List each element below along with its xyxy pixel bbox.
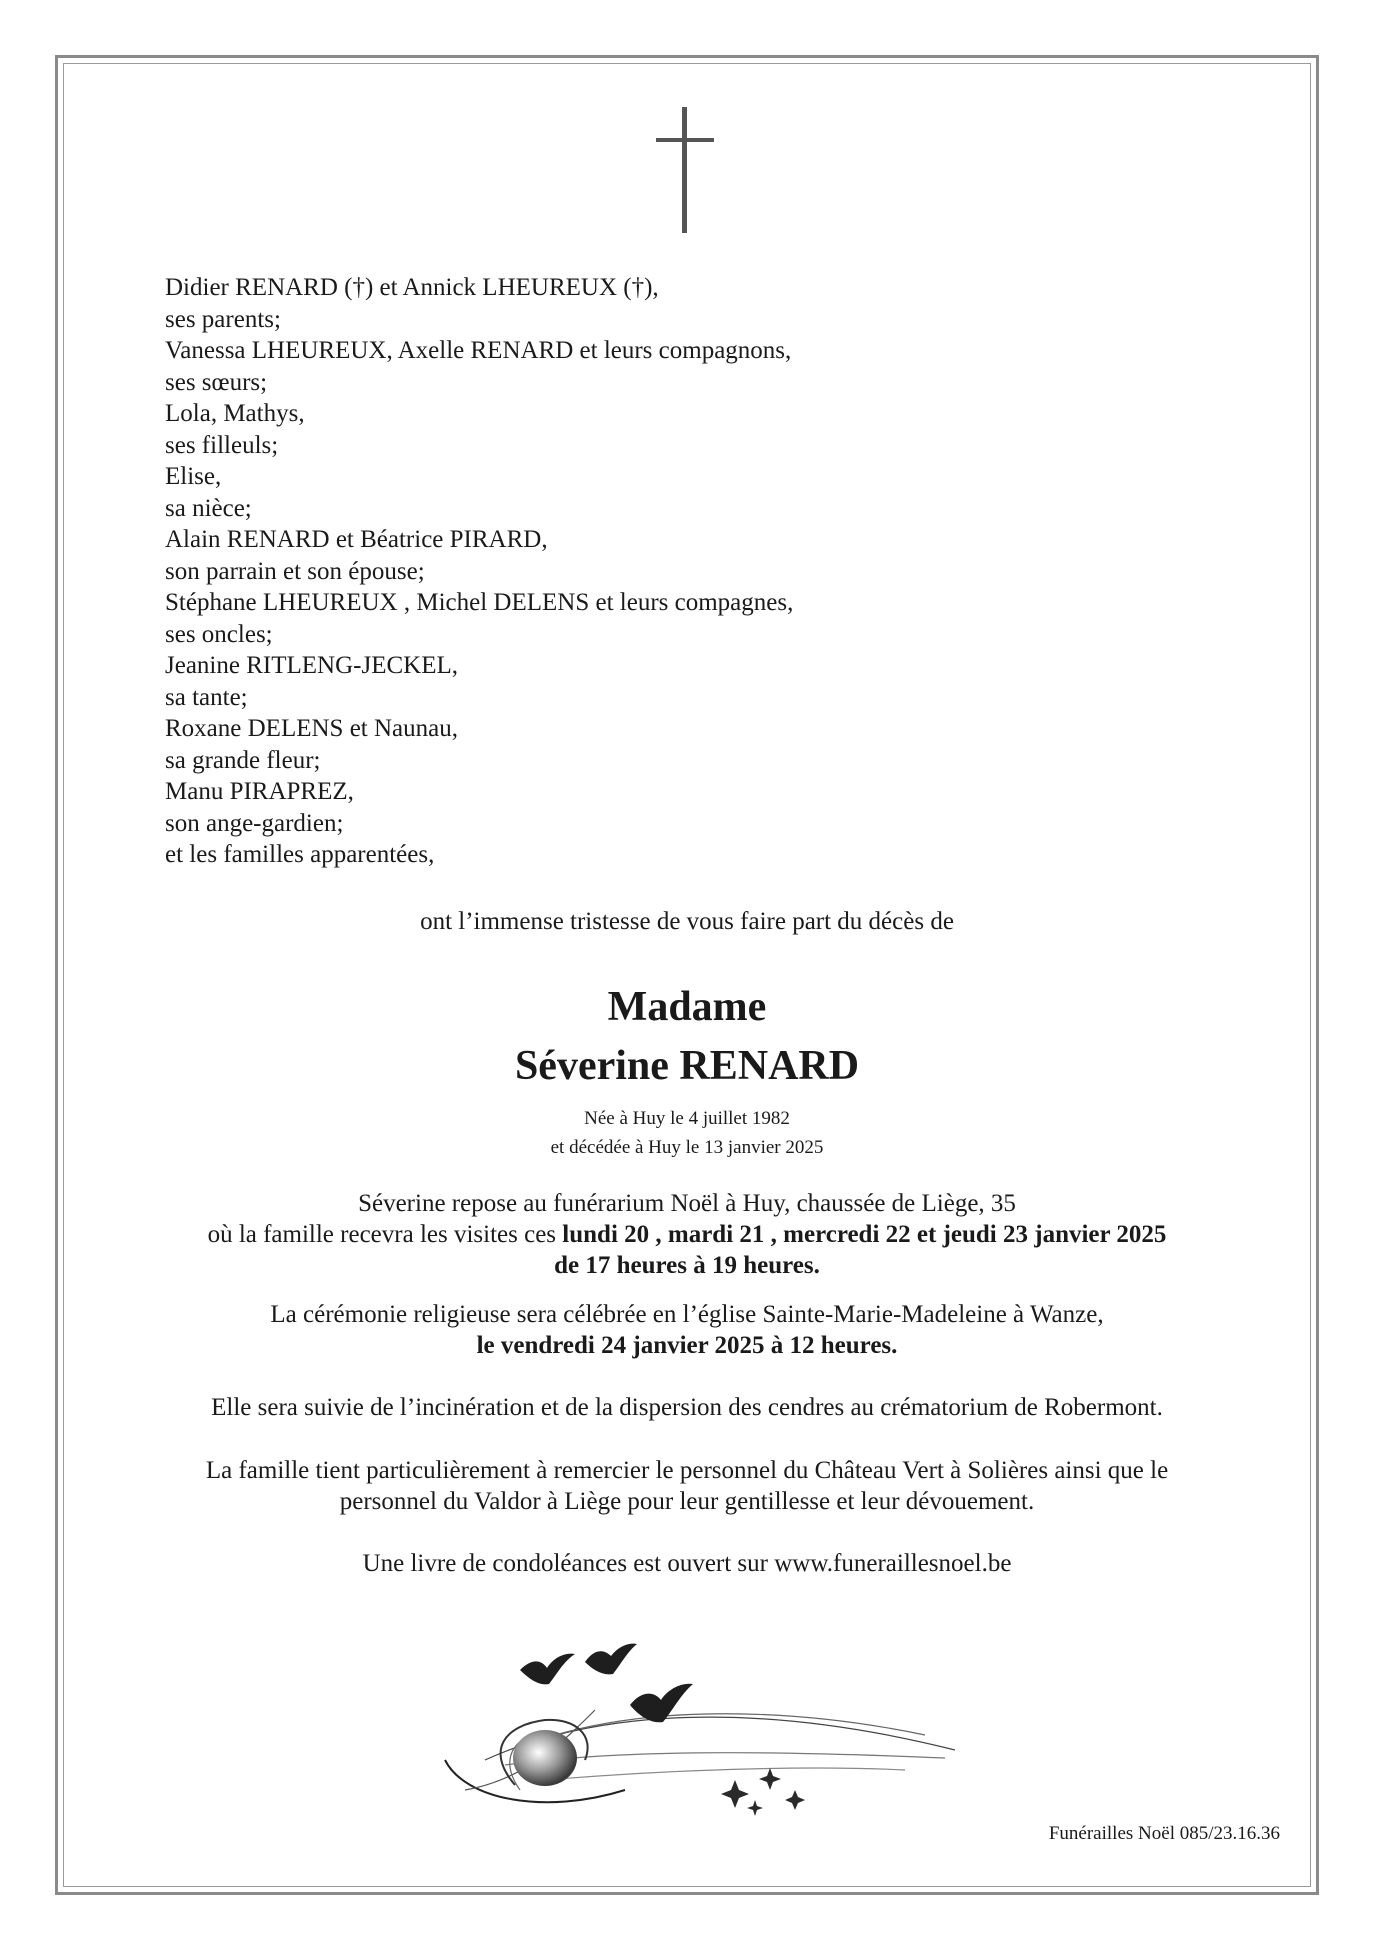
deceased-dates bbox=[63, 1104, 1311, 1162]
cremation-text: Elle sera suivie de l’incinération et de la dispersion des cendres au crématorium de Robermont. bbox=[211, 1394, 1163, 1421]
feather-birds-stars-ornament bbox=[425, 1640, 985, 1820]
death-line: et décédée à Huy le 13 janvier 2025 bbox=[550, 1137, 824, 1158]
family-member-relation: sa grande fleur; bbox=[165, 747, 321, 774]
visits-line-2-plain: où la famille recevra les visites ces bbox=[207, 1221, 563, 1248]
family-member-name: Stéphane LHEUREUX , Michel DELENS et leurs compagnes, bbox=[165, 589, 794, 616]
ceremony-line-1: La cérémonie religieuse sera célébrée en l’église Sainte-Marie-Madeleine à Wanze, bbox=[270, 1301, 1104, 1328]
family-member-name: et les familles apparentées, bbox=[165, 841, 435, 868]
visits-hours: de 17 heures à 19 heures. bbox=[554, 1252, 820, 1279]
cross-icon bbox=[650, 105, 720, 235]
footer-contact: Funérailles Noël 085/23.16.36 bbox=[1048, 1823, 1280, 1844]
family-member-name: Vanessa LHEUREUX, Axelle RENARD et leurs compagnons, bbox=[165, 337, 792, 364]
family-member-name: Roxane DELENS et Naunau, bbox=[165, 715, 458, 742]
family-member-relation: sa tante; bbox=[165, 684, 248, 711]
family-member-name: Elise, bbox=[165, 463, 222, 490]
thanks-line-2: personnel du Valdor à Liège pour leur gentillesse et leur dévouement. bbox=[339, 1488, 1035, 1515]
visits-line-2 bbox=[63, 1219, 1311, 1250]
stars-icon bbox=[721, 1768, 805, 1816]
birth-line: Née à Huy le 4 juillet 1982 bbox=[584, 1108, 790, 1129]
family-member-name: Jeanine RITLENG-JECKEL, bbox=[165, 652, 458, 679]
deceased-title: Madame bbox=[607, 984, 767, 1030]
intro-text: ont l’immense tristesse de vous faire part du décès de bbox=[420, 908, 954, 935]
condolences-text: Une livre de condoléances est ouvert sur www.funeraillesnoel.be bbox=[362, 1550, 1012, 1577]
family-member-relation: son parrain et son épouse; bbox=[165, 558, 425, 585]
visits-dates: lundi 20 , mardi 21 , mercredi 22 et jeudi 23 janvier 2025 bbox=[562, 1221, 1167, 1248]
family-member-relation: sa nièce; bbox=[165, 495, 252, 522]
family-member-name: Manu PIRAPREZ, bbox=[165, 778, 354, 805]
family-member-relation: ses oncles; bbox=[165, 621, 273, 648]
family-member-name: Lola, Mathys, bbox=[165, 400, 305, 427]
visits-paragraph bbox=[63, 1188, 1311, 1281]
orb-icon bbox=[513, 1730, 577, 1786]
family-member-relation: ses sœurs; bbox=[165, 369, 268, 396]
family-member-relation: son ange-gardien; bbox=[165, 810, 344, 837]
ceremony-date: le vendredi 24 janvier 2025 à 12 heures. bbox=[476, 1332, 898, 1359]
ceremony-paragraph bbox=[63, 1299, 1311, 1361]
thanks-paragraph bbox=[63, 1455, 1311, 1517]
family-member-relation: ses filleuls; bbox=[165, 432, 279, 459]
family-member-name: Didier RENARD (†) et Annick LHEUREUX (†), bbox=[165, 274, 659, 301]
thanks-line-1: La famille tient particulièrement à remercier le personnel du Château Vert à Solières ainsi que le bbox=[205, 1457, 1169, 1484]
deceased-name: Séverine RENARD bbox=[514, 1043, 860, 1089]
family-member-name: Alain RENARD et Béatrice PIRARD, bbox=[165, 526, 548, 553]
visits-line-1: Séverine repose au funérarium Noël à Huy, chaussée de Liège, 35 bbox=[358, 1190, 1016, 1217]
family-member-relation: ses parents; bbox=[165, 306, 281, 333]
bird-icon bbox=[520, 1644, 693, 1723]
